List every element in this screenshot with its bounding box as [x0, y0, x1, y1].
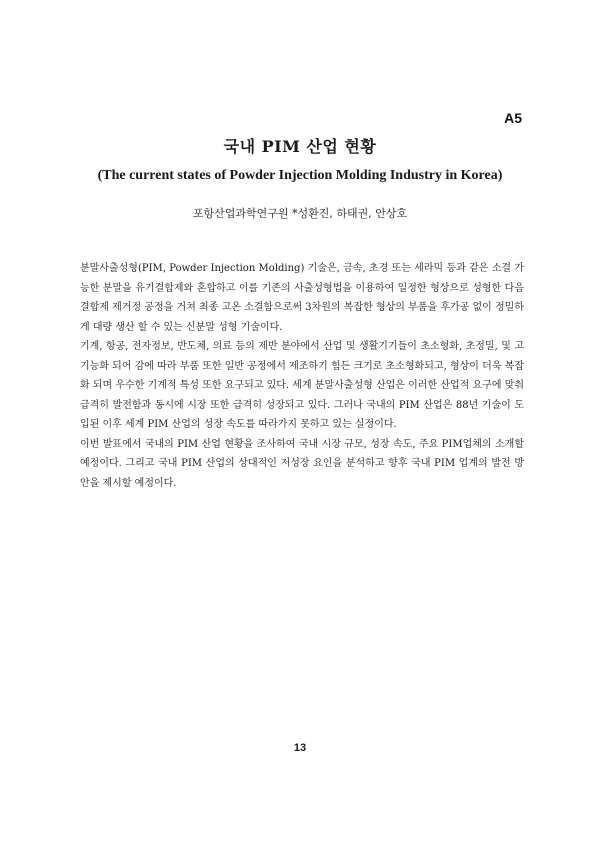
- body-paragraph: 분말사출성형(PIM, Powder Injection Molding) 기술은, 금속, 초경 또는 세라믹 등과 같은 소결 가능한 분말을 유기결합제와 혼합하고 이를 기존의 사출성형법을 이용하여 일정한 형상으로 성형한 다음 결합제 제거정 공정을 거쳐 최종 고온 소결함으로써 3차원의 복잡한 형상의 부품을 후가공 없이 정밀하게 대량 생산 할 수 있는 신분말 성형 기술이다.: [80, 263, 524, 333]
- english-title: (The current states of Powder Injection Molding Industry in Korea): [97, 168, 503, 183]
- korean-title: 국내 PIM 산업 현황: [223, 137, 377, 156]
- authors-line: 포항산업과학연구원 *성환진, 하태권, 안상호: [192, 207, 408, 220]
- page-number: 13: [293, 742, 307, 754]
- abstract-label: A5: [504, 110, 522, 126]
- body-paragraph: 이번 발표에서 국내의 PIM 산업 현황을 조사하여 국내 시장 규모, 성장 속도, 주요 PIM업체의 소개할 예정이다. 그리고 국내 PIM 산업의 상대적인 저성장 요인을 분석하고 향후 국내 PIM 업계의 발전 방안을 제시할 예정이다.: [80, 438, 524, 489]
- abstract-body: [80, 259, 524, 493]
- body-paragraph: 기계, 항공, 전자정보, 반도체, 의료 등의 제반 분야에서 산업 및 생활기기들이 초소형화, 초정밀, 및 고기능화 되어 감에 따라 부품 또한 일반 공정에서 제조하기 힘든 크기로 초소형화되고, 형상이 더욱 복잡화 되며 우수한 기계적 특성 또한 요구되고 있다. 세계 분말사출성형 산업은 이러한 산업적 요구에 맞춰 급격히 발전함과 동시에 시장 또한 급격히 성장되고 있다. 그러나 국내의 PIM 산업은 88년 기술이 도입된 이후 세계 PIM 산업의 성장 속도를 따라가지 못하고 있는 실정이다.: [80, 341, 524, 430]
